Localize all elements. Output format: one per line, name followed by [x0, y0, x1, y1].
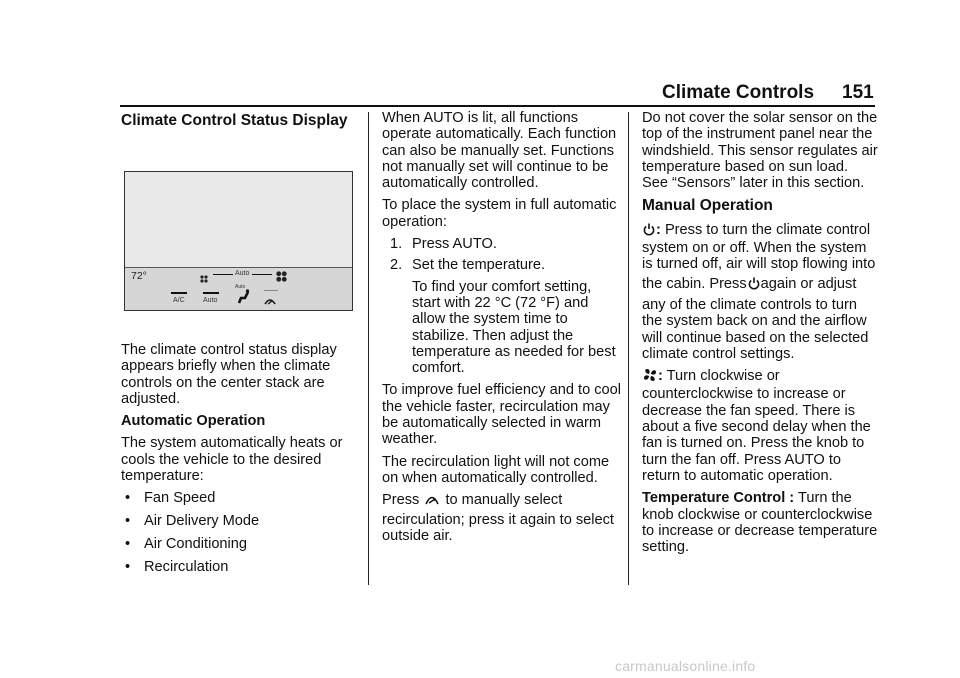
temperature-text: Turn the knob clockwise or counterclockwise to increase or decrease temperature setting. [642, 490, 878, 556]
auto-lit-paragraph: When AUTO is lit, all functions operate automatically. Each function can also be manually set. Functions not manually set will continue to be automatically controlled. [382, 110, 617, 192]
section-title: Climate Controls [662, 82, 815, 103]
recirculation-light-paragraph: The recirculation light will not come on when automatically controlled. [382, 453, 610, 486]
column-divider-2 [628, 112, 629, 585]
column-1 [121, 113, 357, 129]
press-suffix: to manually select [445, 492, 563, 509]
list-item: • Air Conditioning [121, 536, 357, 552]
function-list [121, 490, 357, 575]
display-auto-label: Auto [203, 297, 218, 304]
step-text: Press AUTO. [412, 236, 497, 253]
solar-sensor-paragraph: Do not cover the solar sensor on the top of the instrument panel near the windshield. This sensor regulates air temperature based on sun load. See “Sensors” later in this section. [642, 110, 878, 192]
fan-large-icon [276, 269, 287, 287]
recirculation-rest: recirculation; press it again to select outside air. [382, 511, 614, 544]
watermark: carmanualsonline.info [615, 658, 756, 674]
power-text-1: Press to turn the climate control system on or off. When the system is turned off, air will stop flowing into [642, 221, 876, 273]
step-item [390, 257, 622, 273]
power-paragraph-cont [642, 276, 878, 294]
press-prefix: Press [382, 492, 420, 509]
fan-bar-left [213, 274, 233, 275]
power-icon [643, 223, 655, 240]
display-ac-label: A/C [173, 297, 185, 304]
full-auto-paragraph: To place the system in full automatic operation: [382, 197, 617, 230]
step-number: 1. [390, 236, 403, 253]
seat-airflow-icon [236, 289, 250, 309]
display-airflow-label: Auto [235, 284, 246, 290]
fan-text: Turn clockwise or counterclockwise to increase or decrease the fan speed. There is about a five second delay when the fan is turned on. Press the knob to turn the fan off. Press AUTO to return to automatic operation. [642, 368, 871, 484]
power-colon: : [656, 221, 661, 238]
ac-bar [171, 292, 187, 294]
column-1-body [121, 342, 357, 582]
automatic-operation-heading: Automatic Operation [121, 413, 266, 430]
power-text-2a: the cabin. Press [642, 275, 747, 292]
list-item: • Recirculation [121, 559, 357, 575]
power-icon [748, 277, 760, 294]
fan-paragraph [642, 368, 878, 484]
step-item [390, 236, 622, 252]
header-rule [120, 105, 875, 107]
column-2 [382, 110, 622, 550]
steps-list [382, 236, 622, 274]
fan-small-icon [200, 270, 208, 288]
fuel-efficiency-paragraph: To improve fuel efficiency and to cool the vehicle faster, recirculation may be automatically selected in warm weather. [382, 382, 622, 448]
display-fan-label: Auto [235, 270, 250, 277]
step-number: 2. [390, 257, 403, 274]
power-text-2b: again or adjust [760, 275, 857, 292]
status-paragraph: The climate control status display appears briefly when the climate controls on the center stack are adjusted. [121, 342, 337, 407]
status-display-illustration [124, 171, 353, 311]
list-item: • Air Delivery Mode [121, 513, 357, 529]
power-text-3: any of the climate controls to turn the system back on and the airflow will continue based on the selected climate control settings. [642, 296, 869, 362]
recirc-bar [264, 290, 278, 291]
page-number: 151 [842, 82, 874, 103]
temperature-control-label: Temperature Control : [642, 490, 795, 507]
list-item: • Fan Speed [121, 490, 357, 506]
fan-bar-right [252, 274, 272, 275]
manual-operation-heading: Manual Operation [642, 197, 773, 215]
fan-colon: : [658, 368, 663, 385]
step-text: Set the temperature. [412, 257, 546, 274]
column-3 [642, 110, 878, 561]
recirculation-press-paragraph [382, 492, 622, 510]
recirculation-icon [263, 293, 277, 311]
power-paragraph [642, 222, 878, 273]
recirculation-icon [424, 493, 440, 510]
status-display-heading: Climate Control Status Display [121, 112, 348, 129]
auto-bar [203, 292, 219, 294]
display-temperature: 72° [131, 270, 147, 282]
automatic-paragraph: The system automatically heats or cools the vehicle to the desired temperature: [121, 435, 343, 485]
fan-icon [643, 368, 657, 386]
temperature-paragraph [642, 490, 878, 555]
column-divider-1 [368, 112, 369, 585]
comfort-setting-note: To find your comfort setting, start with 22 °C (72 °F) and allow the system time to stabilize. Then adjust the temperature as needed for best comfort. [412, 278, 616, 377]
